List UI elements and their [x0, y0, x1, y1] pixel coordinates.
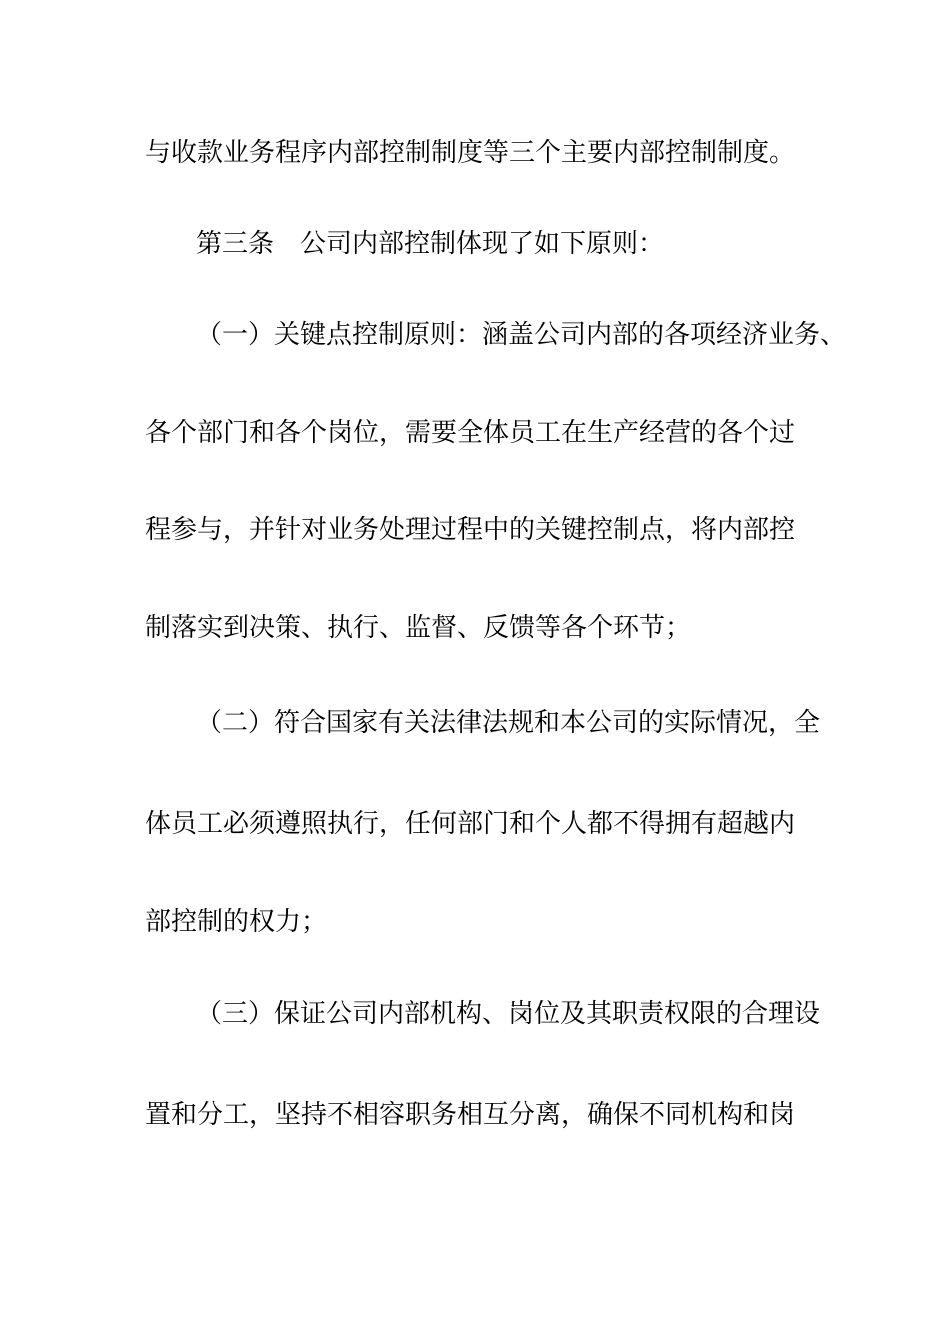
text-line: 各个部门和各个岗位，需要全体员工在生产经营的各个过 — [145, 418, 796, 448]
text-line: 部控制的权力； — [145, 907, 328, 937]
text-line: （三）保证公司内部机构、岗位及其职责权限的合理设 — [196, 999, 821, 1029]
text-line: 置和分工，坚持不相容职务相互分离，确保不同机构和岗 — [145, 1100, 796, 1130]
text-line: （一）关键点控制原则：涵盖公司内部的各项经济业务、 — [196, 320, 847, 350]
text-line: 体员工必须遵照执行，任何部门和个人都不得拥有超越内 — [145, 809, 796, 839]
text-line: 程参与，并针对业务处理过程中的关键控制点，将内部控 — [145, 515, 796, 545]
text-line: 制落实到决策、执行、监督、反馈等各个环节； — [145, 613, 692, 643]
text-line: 与收款业务程序内部控制制度等三个主要内部控制制度。 — [145, 138, 796, 168]
article-heading: 第三条 公司内部控制体现了如下原则： — [196, 229, 665, 259]
text-line: （二）符合国家有关法律法规和本公司的实际情况，全 — [196, 708, 821, 738]
